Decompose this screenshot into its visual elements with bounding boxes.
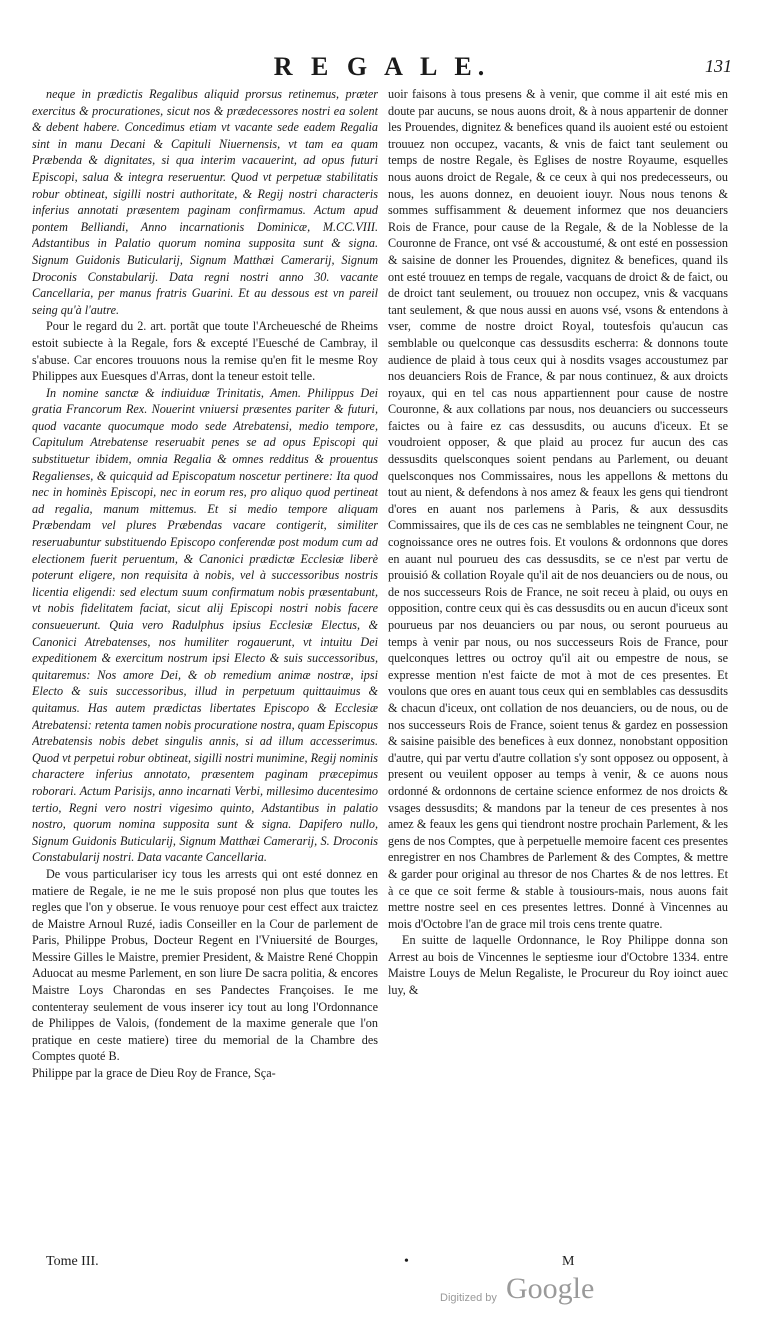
page-footer bbox=[32, 1254, 732, 1278]
paragraph: Philippe par la grace de Dieu Roy de France, Sça- bbox=[32, 1066, 276, 1081]
page-header bbox=[32, 50, 732, 84]
right-text-column bbox=[388, 86, 728, 1286]
paragraph: Pour le regard du 2. art. portãt que toute l'Archeuesché de Rheims estoit subiecte à la Regale, fors & excepté l'Euesché de Cambray, il s'abuse. Car encores trouuons nous la remise qu'en fit le mesme Roy Philippes aux Euesques d'Arras, dont la teneur estoit telle. bbox=[32, 319, 378, 384]
paragraph: neque in prædictis Regalibus aliquid prorsus retinemus, præter exercitus & procurationes, sicut nos & prædecessores nostri ea solent & debent habere. Concedimus etiam vt vacante sede eadem Regalia sint in manu Decani & Capituli Niuernensis, vt tam ea quam Præbenda & dignitates, si qua interim vacauerint, ad opus futuri Episcopi, salua & integra reseruentur. Quod vt perpetuæ stabilitatis robur obtineat, sigilli nostri authoritate, & Regij nostri characteris inferius annotati præsentem paginam confirmamus. Actum apud pontem Belliandi, Anno incarnationis Dominicæ, M.CC.VIII. Adstantibus in Palatio quorum nomina supposita sunt & signa. Signum Guidonis Buticularij, Signum Matthæi Camerarij, Signum Droconis Constabularij. Data regni nostri anno 30. vacante Cancellaria, per manus fratris Guarini. Et au dessous est vn pareil seing qu'à l'autre. bbox=[32, 87, 378, 317]
paragraph: En suitte de laquelle Ordonnance, le Roy Philippe donna son Arrest au bois de Vincennes le septiesme iour d'Octobre 1334. entre Maistre Louys de Melun Regaliste, le Procureur du Roy ioinct auec luy, & bbox=[388, 933, 728, 998]
page-number: 131 bbox=[705, 56, 732, 76]
volume-label: Tome III. bbox=[46, 1254, 99, 1269]
paragraph: In nomine sanctæ & indiuiduæ Trinitatis, Amen. Philippus Dei gratia Francorum Rex. Nouerint vniuersi præsentes pariter & futuri, quod vacante quocumque modo sede Atrebatensi, medio tempore, Capitulum Atrebatense reseruabit penes se ad opus Episcopi qui substituetur ibidem, omnia Regalia & omnes redditus & prouentus Regalienses, & quicquid ad Episcopatum noscetur pertinere: Ita quod nec in hominès Episcopi, nec in eorum res, pro aliquo quod pertineat ad regalia, manum mittemus. Et si medio tempore aliquam Præbendam vel plures Præbendas vacare contigerit, similiter reseruabuntur substituendo Episcopo conferendæ post modum cum ad electionem fuerit peruentum, & Canonici prædictæ Ecclesiæ liberè poterunt eligere, non requisita à nobis, vel à successoribus nostris licentia eligendi: sed electum suum confirmatum nobis præsentabunt, vt nobis fidelitatem faciat, sicut alij Episcopi nostri nobis facere consueuerunt. Quia vero Radulphus ipsius Ecclesiæ Electus, & Canonici Atrebatenses, nos humiliter rogauerunt, vt intuitu Dei expeditionem & exercitum nostrum ipsi Electo & suis successoribus, quitaremus: Nos amore Dei, & ob remedium animæ nostræ, ipsi Electo & suis successoribus, illud in perpetuum quittauimus & quitamus. Has autem prædictas libertates Episcopo & Ecclesiæ Atrebatensi: retenta tamen nobis procuratione nostra, quam Episcopus Atrebatensis nobis debet singulis annis, si ad illum accesserimus. Quod vt perpetui robur obtineat, sigilli nostri munimine, Regij nominis charactere inferius annotato, præsentem paginam præcepimus roborari. Actum Parisijs, anno incarnati Verbi, millesimo ducentesimo tertio, Regni vero nostri vigesimo quinto, Adstantibus in palatio nostro, quorum nomina supposita sunt & signa. Dapifero nullo, Signum Guidonis Buticularij, Signum Matthæi Camerarij, S. Droconis Constabularij nostri. Data vacante Cancellaria. bbox=[32, 385, 378, 865]
digitized-watermark bbox=[440, 1270, 620, 1314]
signature-mark: M bbox=[562, 1254, 575, 1269]
watermark-prefix: Digitized by bbox=[440, 1292, 497, 1304]
paragraph: uoir faisons à tous presens & à venir, que comme il ait esté mis en doute par aucuns, se nous auons droit, & à nous appartenir de donner les Prouendes, dignitez & benefices quand ils auoient esté ou estoient trouuez non occupez, vacants, & vnis de faict tant seulement ou temps de nostre Regale, ès Eglises de nostre Royaume, esquelles nous auons droict de Regale, & ce ceux à qui nos predecesseurs, ou nous, les auons donnez, en deuoient iouyr. Nous nous tenons & sommes suffisamment & deuement informez que nos deuanciers Rois de France, pour cause de la Regale, & de la Noblesse de la Couronne de France, ont vsé & accoustumé, & ont esté en possession & saisine de donner les Prouendes, dignitez & benefices, quand ils ont esté trouuez en temps de regale, vacquans de droict & de faict, ou de droict tant seulement, ou trouuez non occupez, vnis & vacquans tant seulement, & que nous aussi en auons vsé, vsons & entendons à vser, comme de nostre droict Royal, toutesfois qu'aucun cas semblable ou quelconque cas dessusdits escherra: & donnons toute audience de plaid à tous ceux qui à nosdits vsages accoustumez par nos deuanciers Rois de France, & par nous continuez, & aux droicts royaux, qui en tel cas nous appartiennent pour cause de nostre Couronne, & aux collations par nous, nos deuanciers ou successeurs faictes ou à faire ez cas dessusdits, ou aucuns d'iceux. Et se voudroient opposer, & que plaid au procez fur aucun des cas dessusdits quelsconques soient pendans au Parlement, ou deuant quelsconques nos Commissaires, nous les appellons & mettons du tout au nient, & defendons à nos amez & feaux les gens qui tiendront d'ores en auant nos parlemens à Paris, & aux dessusdits Commissaires, que ils de ces cas ne semblables ne teingnent Cour, ne cognoissance ores ne outres fois. Et voulons & ordonnons que dores en auant nul pourueu des cas dessusdits, se ce n'est par vertu de prouisió & collation Royale qu'il ait de nos deuanciers ou de nous, ou de nos successeurs Rois de France, ne soit receu à plaid, ou ouys en opposition, contre ceux qui ès cas dessusdits ou en aucun d'iceux sont pourueus par nos deuanciers ou par nous, ou seront pourueus au temps à venir par nous, ou nos successeurs Rois de France, pour quelconques lettres ou octroy qu'il ait ou empestre de nous, se expresse mention n'est faicte de mot à mot de ces presentes. Et voulons que ores en auant tous ceux qui en semblables cas dessusdits & chacun d'iceux, ont collation de nos deuanciers, ou de nous, ou de nos successeurs Rois de France, soient tenus & gardez en possession & saisine paisible des benefices à eux donnez, nonobstant opposition d'autre, qui par vertu d'autre collation s'y sont opposez ou opposent, à present ou veuilent opposer au temps à venir, & ce auons nous ordonné & ordonnons de certaine science enformez de nos droicts & vsages dessusdits; & mandons par la teneur de ces presentes à nos amez & feaux les gens qui tiendront nostre prochain Parlement, & les gens de nos Comptes, que à perpetuelle memoire facent ces presentes enregistrer en nos Chambres de Parlement & des Comptes, & mettre & garder pour original au thresor de nos Chartes & de nos lettres. Et à ce que ce soit ferme & stable à tousiours-mais, nous auons fait mettre nostre seel en ces presentes lettres. Donné à Vincennes au mois d'Octobre l'an de grace mil trois cens trente quatre. bbox=[388, 87, 728, 931]
google-logo: Google bbox=[506, 1272, 595, 1305]
running-title: R E G A L E. bbox=[273, 52, 491, 81]
footer-dot: • bbox=[404, 1254, 409, 1269]
paragraph: De vous particulariser icy tous les arrests qui ont esté donnez en matiere de Regale, ie ne me le suis proposé non plus que toutes les regles que l'on y obserue. Ie vous renuoye pour cest effect aux traictez de Maistre Arnoul Ruzé, iadis Conseiller en la Cour de parlement de Paris, Philippe Probus, Docteur Regent en l'Vniuersité de Bourges, Messire Gilles le Maistre, premier President, & Maistre René Choppin Aduocat au mesme Parlement, en son liure De sacra politia, & encores Maistre Loys Charondas en ses Pandectes Françoises. Ie me contenteray seulement de vous inserer icy tout au long l'Ordonnance de Philippes de Valois, (fondement de la maxime generale que l'on pratique en ceste matiere) tiree du memorial de la Chambre des Comptes quoté B. bbox=[32, 866, 378, 1064]
left-text-column bbox=[32, 86, 378, 1286]
